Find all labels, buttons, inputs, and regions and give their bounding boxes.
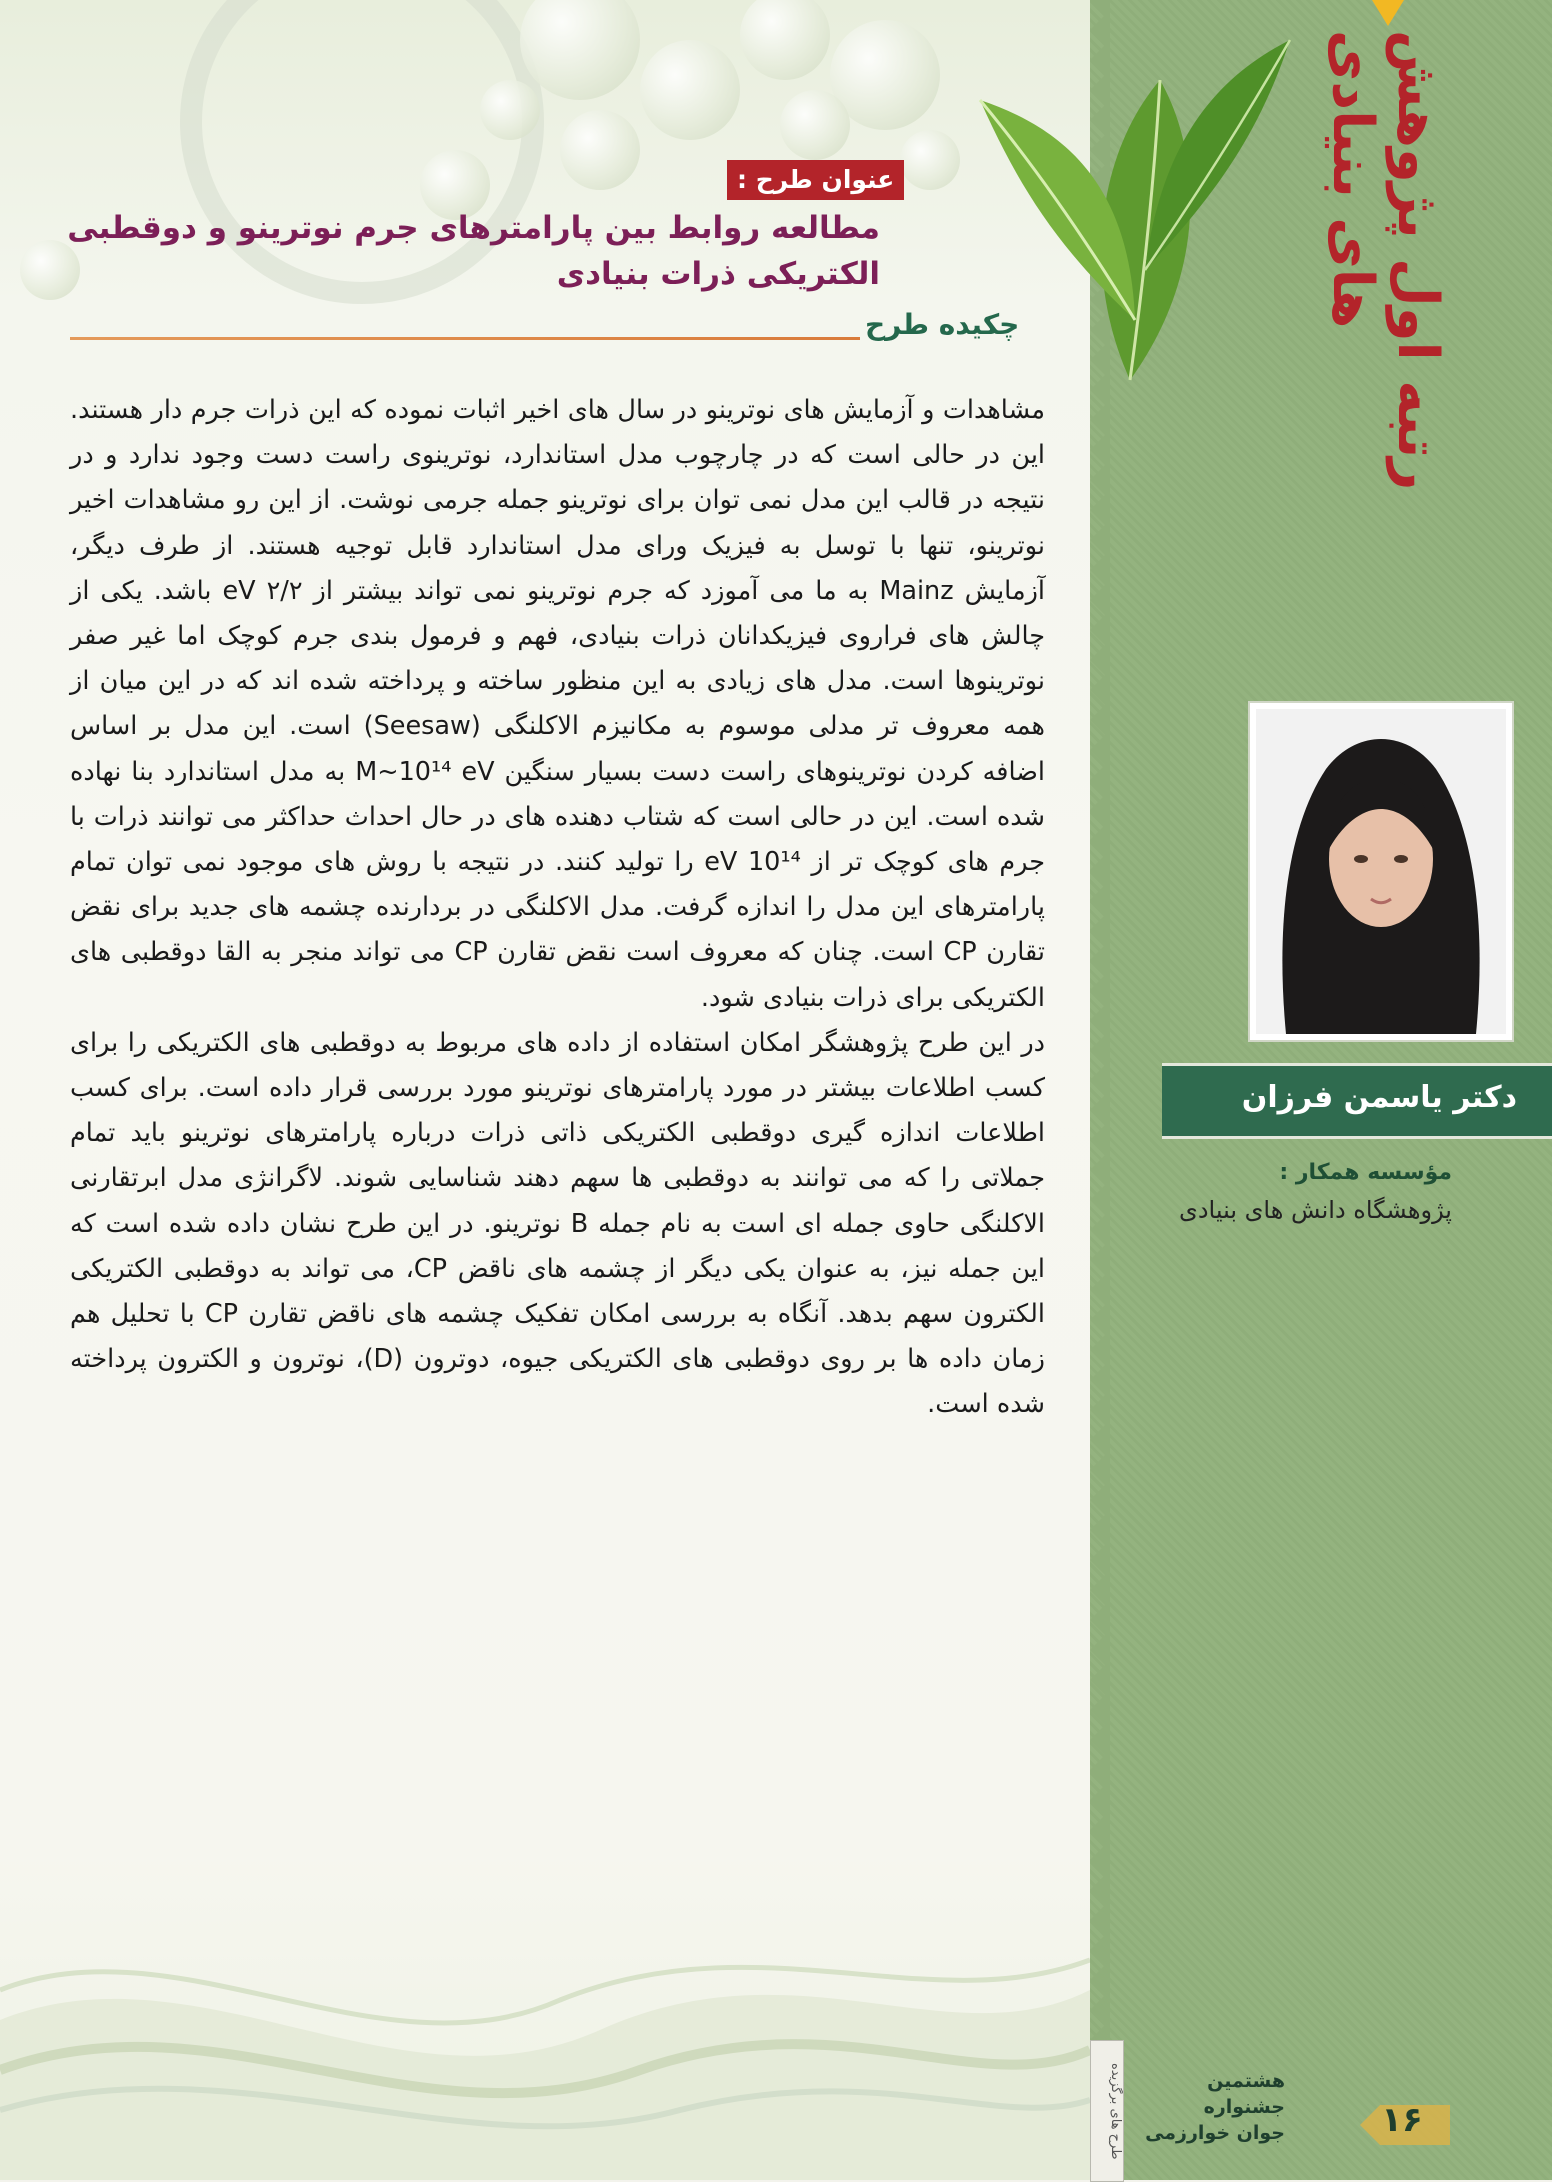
footer-side-tab: طرح های برگزیده [1090,2040,1124,2182]
festival-line: هشتمین [1207,2070,1285,2092]
institution-value: پژوهشگاه دانش های بنیادی [1179,1196,1452,1224]
corner-triangle [1372,0,1404,26]
bubble-decoration [640,40,740,140]
abstract-divider [70,337,860,340]
bubble-decoration [560,110,640,190]
section-vertical-title: رتبه اول پژوهش های بنیادی [1320,30,1450,491]
portrait-photo [1256,709,1506,1034]
project-title: مطالعه روابط بین پارامترهای جرم نوترینو و دوقطبی الکتریکی ذرات بنیادی [67,210,880,292]
institution-label: مؤسسه همکار : [1279,1160,1452,1185]
festival-line: جوان خوارزمی [1145,2122,1285,2144]
bubble-decoration [780,90,850,160]
page-number: ۱۶ [1381,2100,1423,2140]
bubble-decoration [900,130,960,190]
abstract-paragraph: در این طرح پژوهشگر امکان استفاده از داده های مربوط به دوقطبی های الکتریکی را برای کسب اطلاعات بیشتر در مورد پارامترهای نوترینو مورد بررسی قرار داده است. برای کسب اطلاعات اندازه گیری دوقطبی الکتریکی ذاتی ذرات درباره پارامترهای نوترینو باید تمام جملاتی را که می توانند به دوقطبی ها سهم دهند شناسایی شوند. لاگرانژی مدل ابرتقارنی الاکلنگی حاوی جمله ای است به نام جمله B نوترینو. در این طرح نشان داده شده است که این جمله نیز، به عنوان یکی دیگر از چشمه های ناقض CP، می تواند به دوقطبی الکتریکی الکترون سهم بدهد. آنگاه به بررسی امکان تفکیک چشمه های ناقض تقارن CP با تحلیل هم زمان داده ها بر روی دوقطبی های الکتریکی جیوه، دوترون (D)، نوترون و الکترون پرداخته شده است. [70,1027,1045,1420]
bottom-wave-decoration [0,1900,1090,2180]
project-title-label: عنوان طرح : [727,160,904,200]
festival-name [1125,2068,1285,2146]
abstract-body [70,388,1045,1428]
leaf-decoration [960,20,1320,400]
bubble-decoration [480,80,540,140]
festival-line: جشنواره [1203,2096,1285,2118]
abstract-heading: چکیده طرح [865,308,1020,341]
abstract-paragraph: مشاهدات و آزمایش های نوترینو در سال های اخیر اثبات نموده که این ذرات جرم دار هستند. این در حالی است که در چارچوب مدل استاندارد، نوترینوی راست دست وجود ندارد و در نتیجه در قالب این مدل نمی توان برای نوترینو جمله جرمی نوشت. از این رو مشاهدات اخیر نوترینو، تنها با توسل به فیزیک ورای مدل استاندارد قابل توجیه هستند. از طرف دیگر، آزمایش Mainz به ما می آموزد که جرم نوترینو نمی تواند بیشتر از ۲/۲ eV باشد. یکی از چالش های فراروی فیزیکدانان ذرات بنیادی، فهم و فرمول بندی جرم کوچک اما غیر صفر نوترینوها است. مدل های زیادی به این منظور ساخته و پرداخته شده اند که در این میان از همه معروف تر مدلی موسوم به مکانیزم الاکلنگی (Seesaw) است. این مدل بر اساس اضافه کردن نوترینوهای راست دست بسیار سنگین M~10¹⁴ eV به مدل استاندارد بنا نهاده شده است. این در حالی است که شتاب دهنده های در حال احداث حداکثر می توانند ذرات با جرم های کوچک تر از 10¹⁴ eV را تولید کنند. در نتیجه با روش های موجود نمی توان تمام پارامترهای این مدل را اندازه گرفت. مدل الاکلنگی در بردارنده چشمه های جدید برای نقض تقارن CP است. چنان که معروف است نقض تقارن CP می تواند منجر به القا دوقطبی های الکتریکی برای ذرات بنیادی شود. [70,395,1046,1013]
person-name: دکتر یاسمن فرزان [1241,1080,1517,1115]
